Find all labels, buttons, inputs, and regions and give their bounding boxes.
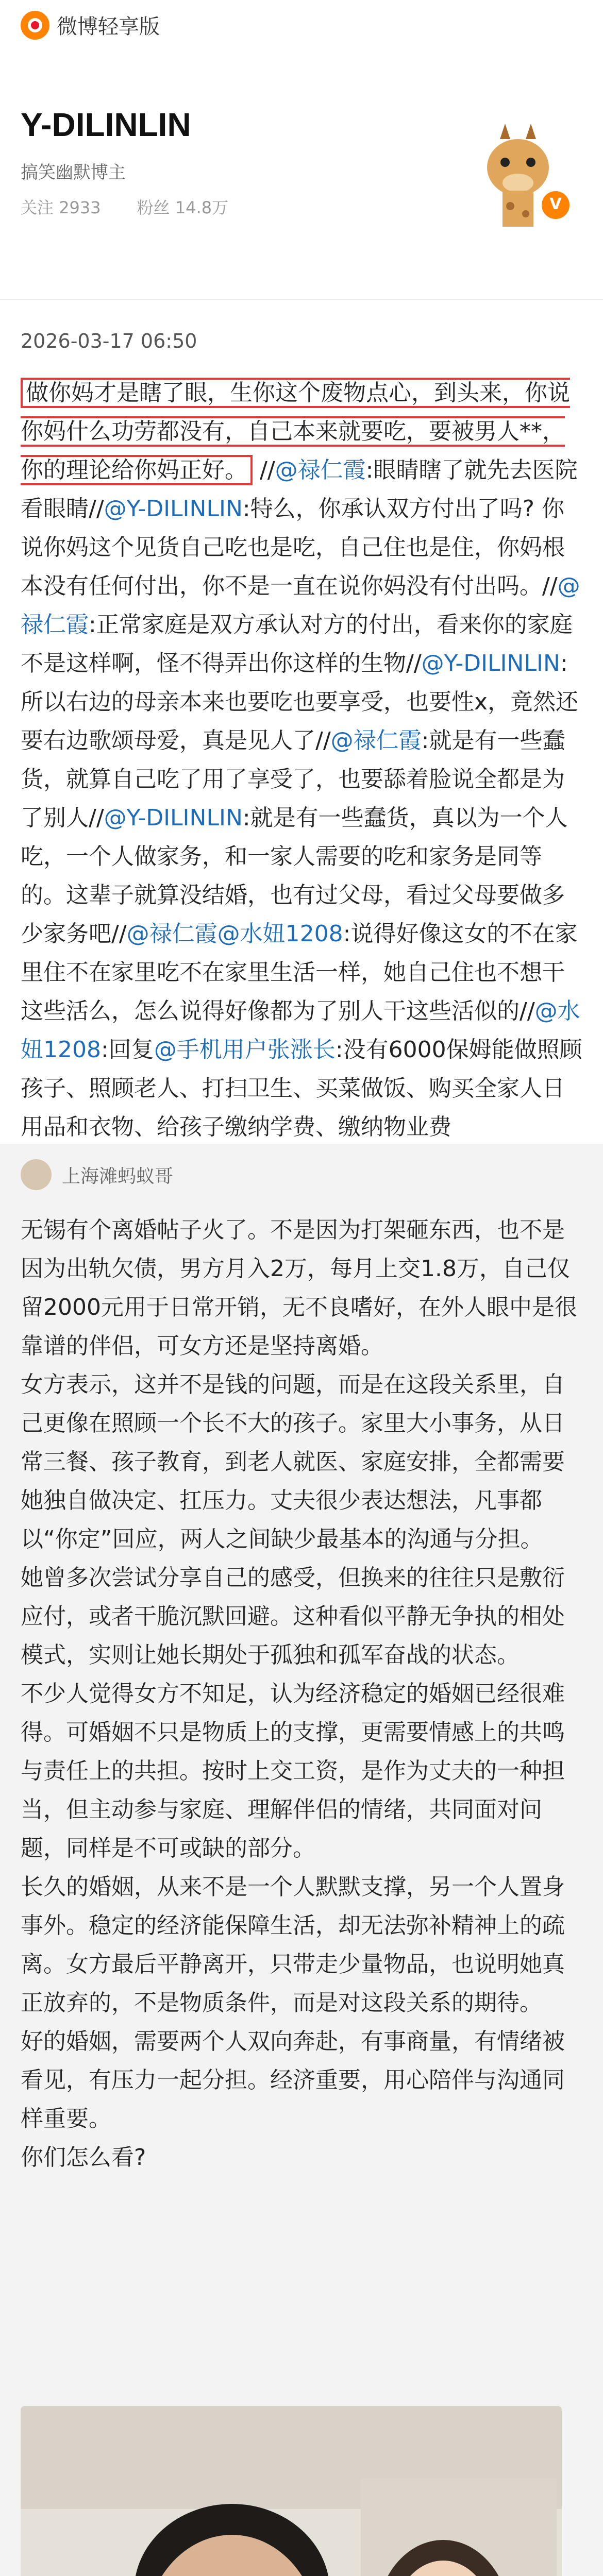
video-screenshot-couple[interactable] — [21, 2406, 562, 2576]
repost-paragraph: 她曾多次尝试分享自己的感受，但换来的往往只是敷衍应付，或者干脆沉默回避。这种看似平静无争执的相处模式，实则让她长期处于孤独和孤军奋战的状态。 — [21, 1565, 565, 1668]
post-text-segment: :正常家庭是双方承认对方的付出，看来你的家庭不是这样啊，怪不得弄出你这样的生物// — [21, 612, 573, 676]
divider — [0, 299, 603, 300]
post-text-segment: :说得好像这女的不在家里住不在家里吃不在家里生活一样，她自己住也不想干这些活么，怎么说得好像都为了别人干这些活似的// — [21, 921, 578, 1024]
author-tag: 搞笑幽默博主 — [21, 162, 126, 183]
post-segments — [21, 457, 582, 1140]
author-stats — [21, 195, 228, 218]
repost-paragraph: 不少人觉得女方不知足，认为经济稳定的婚姻已经很难得。可婚姻不只是物质上的支撑，更需要情感上的共鸣与责任上的共担。按时上交工资，是作为丈夫的一种担当，但主动参与家庭、理解伴侣的情绪，共同面对问题，同样是不可或缺的部分。 — [21, 1681, 565, 1861]
post-text-segment: // — [260, 457, 275, 483]
post-timestamp: 2026-03-17 06:50 — [21, 330, 197, 352]
avatar[interactable] — [464, 118, 572, 227]
repost-source[interactable] — [21, 1159, 173, 1190]
repost-text — [21, 1211, 582, 2177]
mention-link[interactable]: @Y-DILINLIN — [104, 496, 243, 522]
fans-stat[interactable] — [137, 195, 228, 218]
repost-paragraph: 好的婚姻，需要两个人双向奔赴，有事商量，有情绪被看见，有压力一起分担。经济重要，用心陪伴与沟通同样重要。 — [21, 2028, 565, 2132]
couple-photo — [21, 2406, 562, 2576]
author-name[interactable]: Y-DILINLIN — [21, 106, 191, 143]
mention-link[interactable]: @水妞1208 — [21, 998, 580, 1063]
follow-label: 关注 — [21, 198, 54, 217]
mention-link[interactable]: @Y-DILINLIN — [104, 805, 243, 831]
repost-paragraph: 无锡有个离婚帖子火了。不是因为打架砸东西，也不是因为出轨欠债，男方月入2万，每月上交1.8万，自己仅留2000元用于日常开销，无不良嗜好，在外人眼中是很靠谱的伴侣，可女方还是坚持离婚。 — [21, 1217, 577, 1359]
mention-link[interactable]: @禄仁霞 — [126, 921, 217, 947]
post-text-segment: :就是有一些蠢货，真以为一个人吃，一个人做家务，和一家人需要的吃和家务是同等的。这辈子就算没结婚，也有过父母，看过父母要做多少家务吧// — [21, 805, 568, 947]
repost-paragraph: 你们怎么看? — [21, 2144, 146, 2171]
follow-count: 2933 — [59, 198, 101, 217]
mention-link[interactable]: @水妞1208 — [217, 921, 343, 947]
mention-link[interactable]: @禄仁霞 — [21, 573, 580, 638]
fans-count: 14.8万 — [175, 198, 229, 217]
post-text-segment: :没有6000保姆能做照顾孩子、照顾老人、打扫卫生、买菜做饭、购买全家人日用品和衣物、给孩子缴纳学费、缴纳物业费 — [21, 1037, 582, 1140]
brand-name: 微博轻享版 — [57, 15, 160, 39]
verified-badge-icon — [539, 189, 572, 222]
mention-link[interactable]: @禄仁霞 — [330, 727, 422, 754]
brand — [21, 10, 160, 40]
source-avatar — [21, 1159, 52, 1190]
mention-link[interactable]: @禄仁霞 — [275, 457, 366, 483]
fans-label: 粉丝 — [137, 198, 170, 217]
reposted-content — [0, 1144, 603, 2576]
mention-link[interactable]: @手机用户张涨长 — [154, 1037, 336, 1063]
post-text-segment: :特么，你承认双方付出了吗? 你说你妈这个见货自己吃也是吃，自己住也是住，你妈根本没有任何付出，你不是一直在说你妈没有付出吗。// — [21, 496, 565, 599]
post-text-segment: :就是有一些蠢货，就算自己吃了用了享受了，也要舔着脸说全都是为了别人// — [21, 727, 565, 831]
author-info — [21, 106, 228, 218]
mention-link[interactable]: @Y-DILINLIN — [421, 650, 560, 676]
post-body — [21, 374, 582, 1146]
highlighted-text: 做你妈才是瞎了眼，生你这个废物点心，到头来，你说你妈什么功劳都没有，自己本来就要吃，要被男人**，你的理论给你妈正好。 — [21, 378, 570, 485]
source-name: 上海滩蚂蚁哥 — [62, 1165, 174, 1187]
repost-paragraph: 长久的婚姻，从来不是一个人默默支撑，另一个人置身事外。稳定的经济能保障生活，却无法弥补精神上的疏离。女方最后平静离开，只带走少量物品，也说明她真正放弃的，不是物质条件，而是对这段关系的期待。 — [21, 1874, 565, 2016]
follow-stat[interactable] — [21, 195, 101, 218]
app-header — [0, 0, 603, 88]
weibo-logo-icon — [21, 11, 49, 40]
post-text-segment: :所以右边的母亲本来也要吃也要享受，也要性x，竟然还要右边歌颂母爱，真是见人了// — [21, 650, 579, 754]
post-text-segment: :眼睛瞎了就先去医院看眼睛// — [21, 457, 578, 522]
post-text-segment: :回复 — [100, 1037, 154, 1063]
repost-paragraph: 女方表示，这并不是钱的问题，而是在这段关系里，自己更像在照顾一个长不大的孩子。家里大小事务，从日常三餐、孩子教育，到老人就医、家庭安排，全都需要她独自做决定、扛压力。丈夫很少表达想法，凡事都以“你定”回应，两人之间缺少最基本的沟通与分担。 — [21, 1371, 565, 1552]
